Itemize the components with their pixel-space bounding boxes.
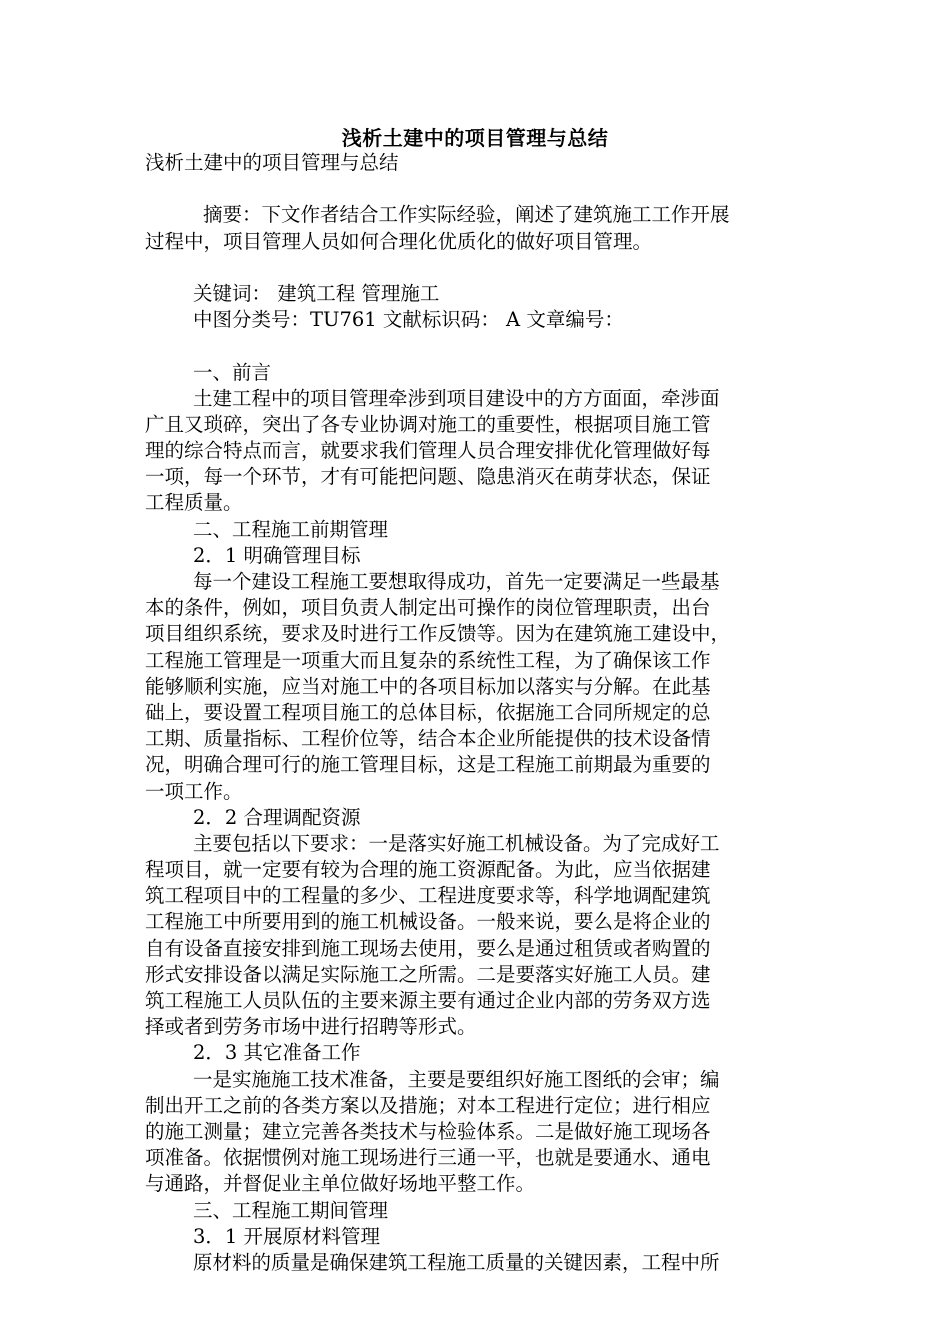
paragraph-line: 一项工作。 <box>145 779 243 803</box>
paragraph-line: 一项，每一个环节，才有可能把问题、隐患消灭在萌芽状态，保证 <box>145 465 711 489</box>
blank-line <box>145 333 805 359</box>
paragraph-line: 原材料的质量是确保建筑工程施工质量的关键因素，工程中所 <box>193 1250 720 1274</box>
keywords-line: 关键词： 建筑工程 管理施工 <box>193 281 440 305</box>
abstract-line: 过程中，项目管理人员如何合理化优质化的做好项目管理。 <box>145 229 653 253</box>
subsection-heading: 3．1 开展原材料管理 <box>193 1224 381 1248</box>
document-title: 浅析土建中的项目管理与总结 <box>341 126 609 150</box>
section-heading: 一、前言 <box>193 360 272 384</box>
subsection-heading: 2．2 合理调配资源 <box>193 805 361 829</box>
paragraph-line: 筑工程施工人员队伍的主要来源主要有通过企业内部的劳务双方选 <box>145 989 711 1012</box>
paragraph-line: 制出开工之前的各类方案以及措施；对本工程进行定位；进行相应 <box>145 1093 711 1117</box>
blank-line <box>145 176 805 202</box>
paragraph-line: 程项目，就一定要有较为合理的施工资源配备。为此，应当依据建 <box>145 858 711 882</box>
paragraph-line: 择或者到劳务市场中进行招聘等形式。 <box>145 1015 477 1039</box>
paragraph-line: 工程质量。 <box>145 491 243 515</box>
paragraph-line: 本的条件，例如，项目负责人制定出可操作的岗位管理职责，出台 <box>145 596 711 620</box>
paragraph-line: 工程施工中所要用到的施工机械设备。一般来说，要么是将企业的 <box>145 910 711 934</box>
section-heading: 二、工程施工前期管理 <box>193 517 389 541</box>
subsection-heading: 2．3 其它准备工作 <box>193 1041 361 1065</box>
paragraph-line: 广且又琐碎，突出了各专业协调对施工的重要性，根据项目施工管 <box>145 412 711 436</box>
paragraph-line: 项目组织系统，要求及时进行工作反馈等。因为在建筑施工建设中， <box>145 622 731 646</box>
classification-line: 中图分类号：TU761 文献标识码： A 文章编号： <box>193 308 624 332</box>
paragraph-line: 工期、质量指标、工程价位等，结合本企业所能提供的技术设备情 <box>145 727 711 751</box>
paragraph-line: 形式安排设备以满足实际施工之所需。二是要落实好施工人员。建 <box>145 962 711 986</box>
paragraph-line: 自有设备直接安排到施工现场去使用，要么是通过租赁或者购置的 <box>145 936 711 960</box>
paragraph-line: 能够顺利实施，应当对施工中的各项目标加以落实与分解。在此基 <box>145 674 711 698</box>
subsection-heading: 2．1 明确管理目标 <box>193 543 361 567</box>
paragraph-line: 每一个建设工程施工要想取得成功，首先一定要满足一些最基 <box>193 570 720 593</box>
document-body <box>145 150 805 1276</box>
paragraph-line: 土建工程中的项目管理牵涉到项目建设中的方方面面，牵涉面 <box>193 386 720 410</box>
paragraph-line: 筑工程项目中的工程量的多少、工程进度要求等，科学地调配建筑 <box>145 884 711 908</box>
paragraph-line: 的施工测量；建立完善各类技术与检验体系。二是做好施工现场各 <box>145 1119 711 1143</box>
paragraph-line: 础上，要设置工程项目施工的总体目标，依据施工合同所规定的总 <box>145 700 711 724</box>
paragraph-line: 主要包括以下要求：一是落实好施工机械设备。为了完成好工 <box>193 831 720 855</box>
paragraph-line: 理的综合特点而言，就要求我们管理人员合理安排优化管理做好每 <box>145 439 711 463</box>
abstract-line: 摘要：下文作者结合工作实际经验，阐述了建筑施工工作开展 <box>203 203 730 227</box>
section-heading: 三、工程施工期间管理 <box>193 1198 389 1222</box>
paragraph-line: 况，明确合理可行的施工管理目标，这是工程施工前期最为重要的 <box>145 753 711 777</box>
paragraph-line: 一是实施施工技术准备，主要是要组织好施工图纸的会审；编 <box>193 1067 720 1091</box>
blank-line <box>145 255 805 281</box>
document-subtitle: 浅析土建中的项目管理与总结 <box>145 151 399 174</box>
paragraph-line: 与通路，并督促业主单位做好场地平整工作。 <box>145 1172 536 1196</box>
paragraph-line: 项准备。依据惯例对施工现场进行三通一平，也就是要通水、通电 <box>145 1146 711 1170</box>
paragraph-line: 工程施工管理是一项重大而且复杂的系统性工程，为了确保该工作 <box>145 648 711 672</box>
